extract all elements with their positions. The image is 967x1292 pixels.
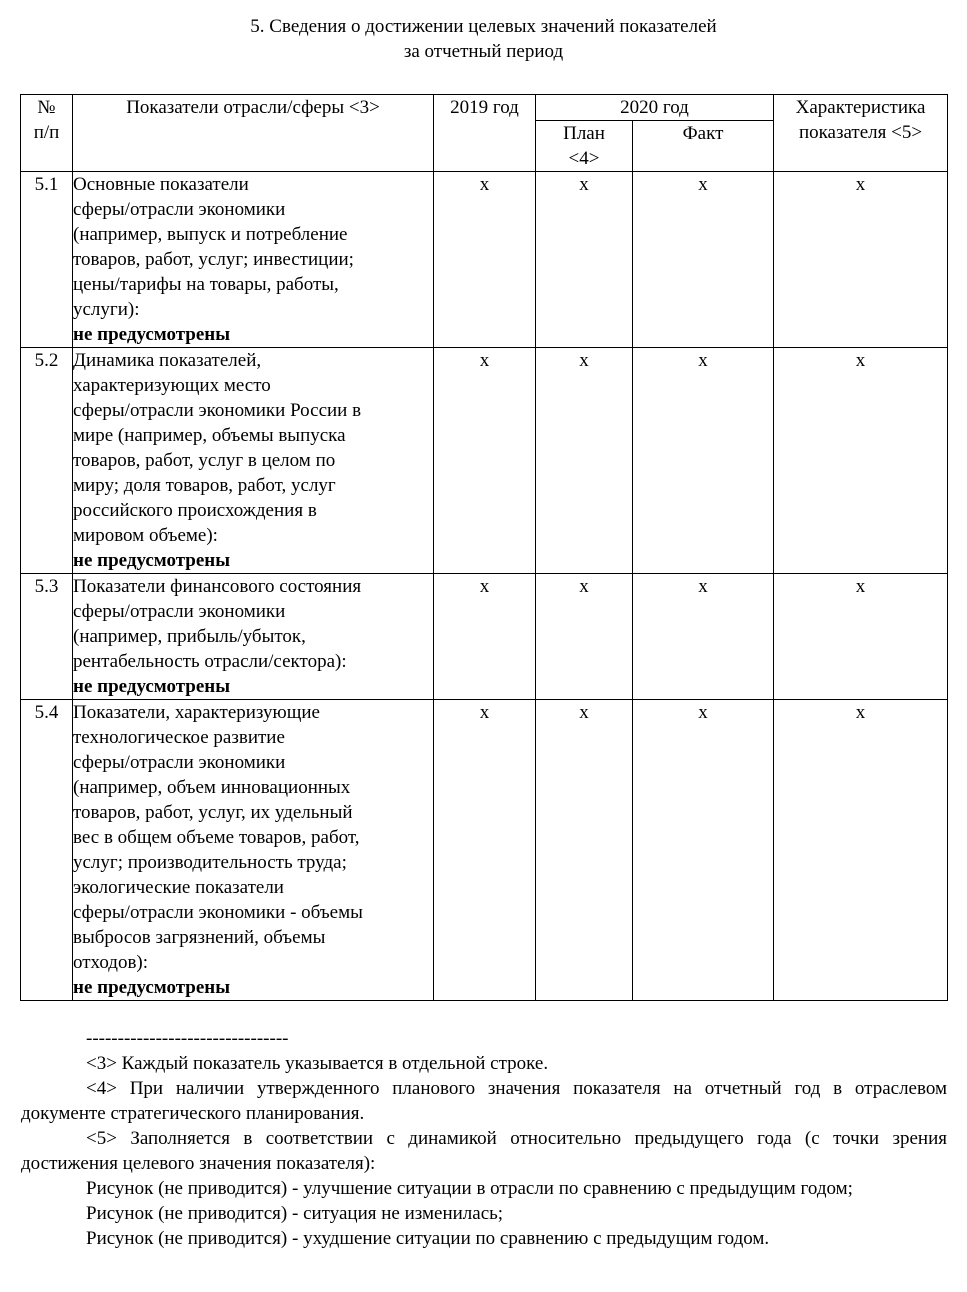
title-line-2: за отчетный период [403, 41, 564, 62]
header-2019: 2019 год [434, 95, 536, 172]
header-row-1 [21, 95, 948, 121]
value-characteristic: x [774, 574, 948, 700]
indicator-text-line: отходов): [73, 952, 149, 973]
indicator-status: не предусмотрены [73, 550, 231, 571]
header-indicator: Показатели отрасли/сферы <3> [73, 95, 434, 172]
indicator-text-line: товаров, работ, услуг в целом по [73, 450, 336, 471]
header-num-line-2: п/п [33, 122, 60, 143]
table-row [21, 348, 948, 574]
header-plan-line-1: План [563, 123, 605, 144]
header-char-line-1: Характеристика [795, 97, 926, 118]
indicator-status: не предусмотрены [73, 324, 231, 345]
header-num [21, 95, 73, 172]
row-number: 5.3 [21, 574, 73, 700]
row-number: 5.4 [21, 700, 73, 1001]
value-2019: x [434, 172, 536, 348]
title-line-1: 5. Сведения о достижении целевых значений показателей [250, 16, 717, 37]
indicator-text-line: российского происхождения в [73, 500, 317, 521]
indicator-text-line: мире (например, объемы выпуска [73, 425, 346, 446]
indicator-text-line: сферы/отрасли экономики России в [73, 400, 362, 421]
table-body [21, 172, 948, 1001]
indicator-text-line: товаров, работ, услуг; инвестиции; [73, 249, 354, 270]
footnote-separator: -------------------------------- [86, 1028, 289, 1049]
indicator-text-line: сферы/отрасли экономики [73, 199, 286, 220]
value-plan: x [536, 172, 633, 348]
indicator-cell [73, 700, 434, 1001]
page-title [0, 14, 967, 64]
indicator-text-line: (например, выпуск и потребление [73, 224, 348, 245]
table-row [21, 700, 948, 1001]
indicators-table [20, 94, 948, 1001]
indicator-text-line: (например, прибыль/убыток, [73, 626, 306, 647]
indicator-cell [73, 574, 434, 700]
indicator-text-line: Основные показатели [73, 174, 249, 195]
header-char-line-2: показателя <5> [798, 122, 923, 143]
footnote-5: <5> Заполняется в соответствии с динамикой относительно предыдущего года (с точки зрения достижения целевого значения показателя): [21, 1128, 947, 1174]
indicator-text-line: услуги): [73, 299, 140, 320]
indicator-status: не предусмотрены [73, 676, 231, 697]
indicator-text-line: экологические показатели [73, 877, 284, 898]
value-characteristic: x [774, 172, 948, 348]
header-fact: Факт [633, 121, 774, 172]
picture-note-worsening: Рисунок (не приводится) - ухудшение ситуации по сравнению с предыдущим годом. [86, 1228, 770, 1249]
indicator-text-line: сферы/отрасли экономики [73, 752, 286, 773]
indicator-text-line: цены/тарифы на товары, работы, [73, 274, 339, 295]
header-characteristic [774, 95, 948, 172]
indicator-text-line: сферы/отрасли экономики [73, 601, 286, 622]
header-2020: 2020 год [536, 95, 774, 121]
indicator-text-line: рентабельность отрасли/сектора): [73, 651, 347, 672]
value-characteristic: x [774, 348, 948, 574]
indicator-text-line: технологическое развитие [73, 727, 285, 748]
picture-note-improvement: Рисунок (не приводится) - улучшение ситуации в отрасли по сравнению с предыдущим годом; [86, 1178, 853, 1199]
value-plan: x [536, 700, 633, 1001]
header-plan-line-2: <4> [568, 148, 600, 169]
footnote-3: <3> Каждый показатель указывается в отдельной строке. [86, 1053, 549, 1074]
value-plan: x [536, 574, 633, 700]
footnotes [21, 1026, 947, 1251]
indicator-text-line: Показатели, характеризующие [73, 702, 320, 723]
header-plan [536, 121, 633, 172]
indicator-text-line: характеризующих место [73, 375, 271, 396]
row-number: 5.1 [21, 172, 73, 348]
indicator-text-line: вес в общем объеме товаров, работ, [73, 827, 360, 848]
value-fact: x [633, 348, 774, 574]
indicator-text-line: мировом объеме): [73, 525, 218, 546]
indicator-text-line: Динамика показателей, [73, 350, 262, 371]
indicator-text-line: Показатели финансового состояния [73, 576, 362, 597]
value-characteristic: x [774, 700, 948, 1001]
indicator-text-line: товаров, работ, услуг, их удельный [73, 802, 353, 823]
indicator-text-line: (например, объем инновационных [73, 777, 351, 798]
footnote-4: <4> При наличии утвержденного планового значения показателя на отчетный год в отраслевом документе стратегического планирования. [21, 1078, 947, 1124]
indicator-text-line: услуг; производительность труда; [73, 852, 347, 873]
value-2019: x [434, 348, 536, 574]
table-row [21, 574, 948, 700]
indicator-cell [73, 348, 434, 574]
value-fact: x [633, 172, 774, 348]
picture-note-unchanged: Рисунок (не приводится) - ситуация не изменилась; [86, 1203, 504, 1224]
indicator-text-line: выбросов загрязнений, объемы [73, 927, 326, 948]
table-row [21, 172, 948, 348]
indicator-status: не предусмотрены [73, 977, 231, 998]
header-num-line-1: № [37, 97, 56, 118]
indicator-text-line: сферы/отрасли экономики - объемы [73, 902, 363, 923]
value-2019: x [434, 574, 536, 700]
value-fact: x [633, 574, 774, 700]
indicator-text-line: миру; доля товаров, работ, услуг [73, 475, 336, 496]
value-fact: x [633, 700, 774, 1001]
row-number: 5.2 [21, 348, 73, 574]
value-2019: x [434, 700, 536, 1001]
indicator-cell [73, 172, 434, 348]
value-plan: x [536, 348, 633, 574]
